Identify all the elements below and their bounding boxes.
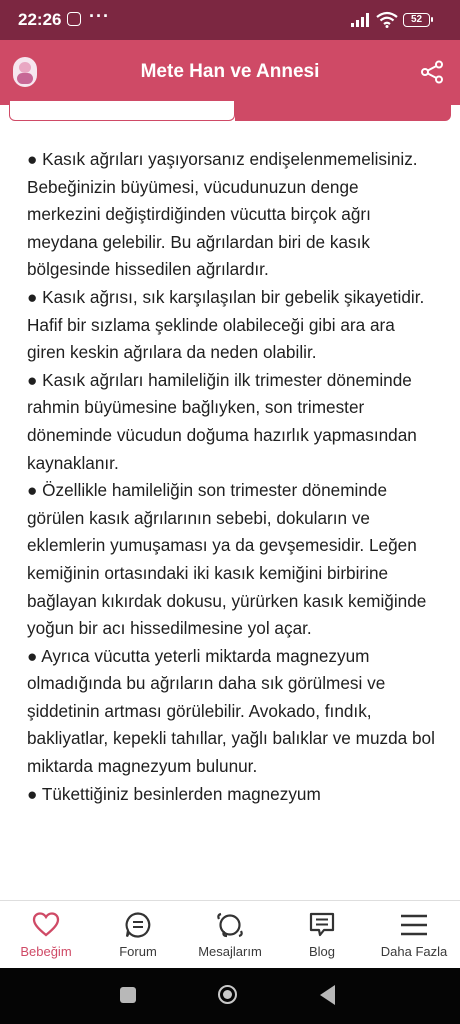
page-title: Mete Han ve Annesi (140, 61, 320, 82)
article-paragraph: ● Özellikle hamileliğin son trimester döneminde görülen kasık ağrılarının sebebi, dokuların ve eklemlerin yumuşaması ya da gevşemesidir. Leğen kemiğinin ortasındaki iki kasık kemiğini birbirine bağlayan kıkırdak dokusu, yürürken kasık kemiğinde yoğun bir acı hissedilmesine yol açar. (27, 480, 427, 639)
nav-label: Mesajlarım (198, 944, 262, 959)
tab-left[interactable] (9, 101, 235, 121)
article-paragraph: ● Kasık ağrıları yaşıyorsanız endişelenmemelisiniz. Bebeğinizin büyümesi, vücudunuzun denge merkezini değiştirdiğinden vücutta birçok ağrı meydana gelebilir. Bu ağrılardan biri de kasık bölgesinde hissedilen ağrılardır. (27, 149, 418, 280)
battery-icon: 52 (403, 13, 430, 27)
nav-label: Forum (119, 944, 157, 959)
article-body (27, 146, 435, 900)
forum-icon (124, 911, 152, 939)
segment-tabs (0, 105, 460, 127)
messages-icon (216, 911, 244, 939)
status-time: 22:26 (18, 10, 62, 29)
article-paragraph: ● Tükettiğiniz besinlerden magnezyum (27, 783, 321, 804)
nav-label: Daha Fazla (380, 944, 448, 959)
heart-icon (32, 911, 60, 939)
nav-label: Bebeğim (20, 944, 72, 959)
article-paragraph: ● Kasık ağrısı, sık karşılaşılan bir gebelik şikayetidir. Hafif bir sızlama şeklinde olabileceği gibi ara ara giren keskin ağrılara da neden olabilir. (27, 286, 425, 363)
nav-item-forum[interactable] (92, 901, 184, 969)
blog-icon (308, 911, 336, 939)
tab-right[interactable] (235, 101, 451, 121)
back-icon[interactable] (320, 985, 335, 1005)
more-notifications-icon: ··· (89, 6, 110, 26)
app-header (0, 40, 460, 105)
wifi-icon (376, 11, 398, 28)
nav-item-daha-fazla[interactable] (368, 901, 460, 969)
signal-icon (351, 13, 371, 27)
recent-apps-icon[interactable] (120, 987, 136, 1003)
bottom-navigation (0, 900, 460, 969)
app-notification-icon (67, 12, 81, 26)
home-icon[interactable] (218, 985, 237, 1004)
article-paragraph: ● Kasık ağrıları hamileliğin ilk trimester döneminde rahmin büyümesine bağlıyken, son trimester döneminde vücudun doğuma hazırlık yapmasından kaynaklanır. (27, 369, 417, 473)
nav-item-mesajlarim[interactable] (184, 901, 276, 969)
nav-item-blog[interactable] (276, 901, 368, 969)
share-icon[interactable] (420, 60, 444, 84)
article-paragraph: ● Ayrıca vücutta yeterli miktarda magnezyum olmadığında bu ağrıların daha sık görülmesi ve şiddetinin artması görülebilir. Avokado, fındık, bakliyatlar, kepekli tahıllar, yağlı balıklar ve muzda bol miktarda magnezyum bulunur. (27, 645, 435, 777)
system-navigation-bar (0, 968, 460, 1024)
menu-icon (400, 911, 428, 939)
status-bar (0, 0, 460, 40)
nav-label: Blog (308, 944, 336, 959)
nav-item-bebegim[interactable] (0, 901, 92, 969)
